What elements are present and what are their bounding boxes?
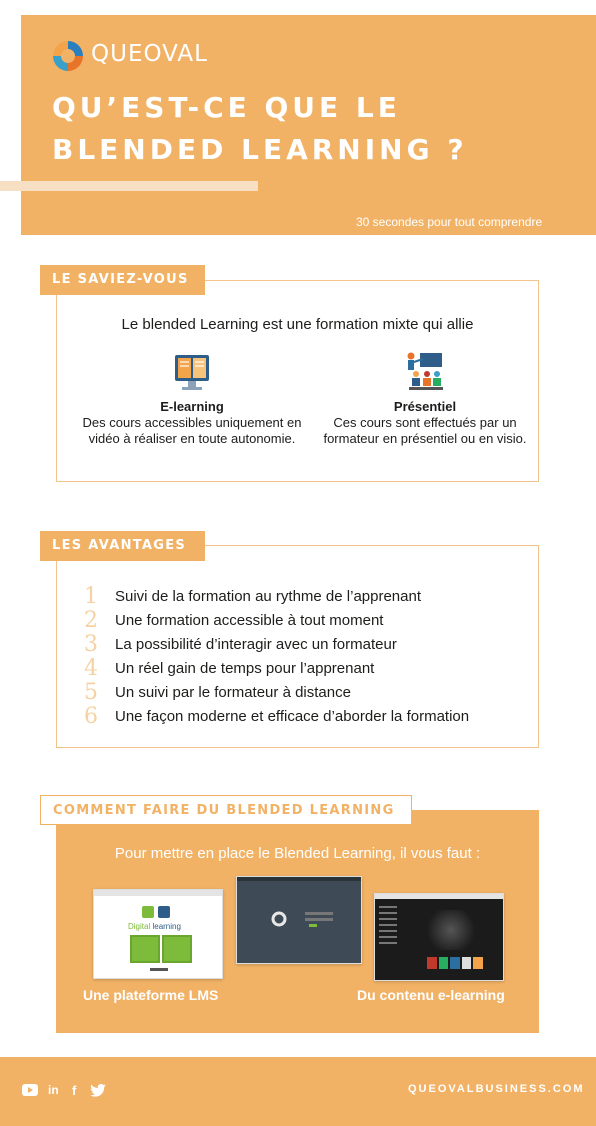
- browser-bar: [94, 890, 222, 896]
- presentiel-text: Ces cours sont effectués par un formateur en présentiel ou en visio.: [323, 415, 527, 446]
- youtube-icon[interactable]: [22, 1084, 38, 1096]
- elearning-book-icon: [171, 352, 213, 392]
- advantage-text: La possibilité d’interagir avec un formateur: [115, 635, 397, 653]
- advantage-number: 6: [84, 703, 98, 729]
- saviez-intro: Le blended Learning est une formation mixte qui allie: [121, 316, 474, 333]
- login-field: [305, 918, 333, 921]
- advantage-item: [84, 680, 544, 704]
- elearning-text: Des cours accessibles uniquement en vidéo à réaliser en toute autonomie.: [82, 415, 302, 446]
- content-menu: [379, 906, 397, 946]
- thumb: [450, 957, 460, 969]
- lms-card: [130, 935, 160, 963]
- login-field: [305, 912, 333, 915]
- twitter-icon[interactable]: [90, 1084, 106, 1097]
- advantage-text: Une façon moderne et efficace d’aborder la formation: [115, 707, 470, 725]
- thumb: [473, 957, 483, 969]
- thumb: [427, 957, 437, 969]
- brand-name: QUEOVAL: [91, 41, 208, 67]
- lms-logo-text: Digital learning: [128, 922, 181, 931]
- website-link[interactable]: QUEOVALBUSINESS.COM: [408, 1083, 585, 1095]
- tagline: 30 secondes pour tout comprendre: [356, 215, 543, 229]
- thumb: [462, 957, 472, 969]
- advantage-text: Un réel gain de temps pour l’apprenant: [115, 659, 375, 677]
- lms-dots: [150, 968, 168, 971]
- advantage-text: Un suivi par le formateur à distance: [115, 683, 351, 701]
- avantages-tag: LES AVANTAGES: [40, 531, 205, 561]
- elearning-title: E-learning: [160, 399, 224, 414]
- advantage-item: [84, 656, 544, 680]
- saviez-tag: LE SAVIEZ-VOUS: [40, 265, 205, 295]
- content-screenshot: [374, 893, 504, 981]
- advantage-number: 2: [84, 607, 98, 633]
- queoval-logo-icon: [51, 39, 85, 73]
- lms-screenshot: [93, 889, 223, 979]
- comment-intro: Pour mettre en place le Blended Learning, il vous faut :: [114, 845, 481, 862]
- login-screenshot: [236, 876, 362, 964]
- header-banner: [21, 15, 596, 235]
- presentiel-column: [322, 399, 528, 447]
- advantage-number: 1: [84, 583, 98, 609]
- presentiel-title: Présentiel: [393, 399, 457, 414]
- advantage-number: 4: [84, 655, 98, 681]
- linkedin-icon[interactable]: in: [48, 1083, 59, 1097]
- title-line-2: BLENDED LEARNING ?: [52, 133, 468, 166]
- content-thumbnails: [427, 957, 483, 969]
- lms-logo-icon: [142, 906, 154, 918]
- content-label: Du contenu e-learning: [357, 987, 505, 1003]
- advantage-item: [84, 704, 544, 728]
- elearning-column: [74, 399, 310, 447]
- page-title: [52, 87, 572, 171]
- content-hero: [423, 910, 479, 950]
- saviez-box: [56, 280, 539, 482]
- advantage-text: Suivi de la formation au rythme de l’apprenant: [115, 587, 422, 605]
- facebook-icon[interactable]: f: [72, 1083, 77, 1098]
- advantage-item: [84, 608, 544, 632]
- thumb: [439, 957, 449, 969]
- advantage-text: Une formation accessible à tout moment: [115, 611, 384, 629]
- advantage-number: 5: [84, 679, 98, 705]
- login-button: [309, 924, 317, 927]
- advantage-item: [84, 632, 544, 656]
- lms-card: [162, 935, 192, 963]
- decorative-bar: [0, 181, 258, 191]
- advantage-number: 3: [84, 631, 98, 657]
- lms-logo-icon-2: [158, 906, 170, 918]
- lms-label: Une plateforme LMS: [83, 987, 219, 1003]
- title-line-1: QU’EST-CE QUE LE: [52, 91, 401, 124]
- advantage-item: [84, 584, 544, 608]
- classroom-teacher-icon: [403, 350, 445, 392]
- queoval-logo-icon: [271, 911, 287, 927]
- browser-bar: [375, 894, 503, 899]
- browser-bar: [237, 877, 361, 881]
- comment-tag: COMMENT FAIRE DU BLENDED LEARNING: [40, 795, 412, 825]
